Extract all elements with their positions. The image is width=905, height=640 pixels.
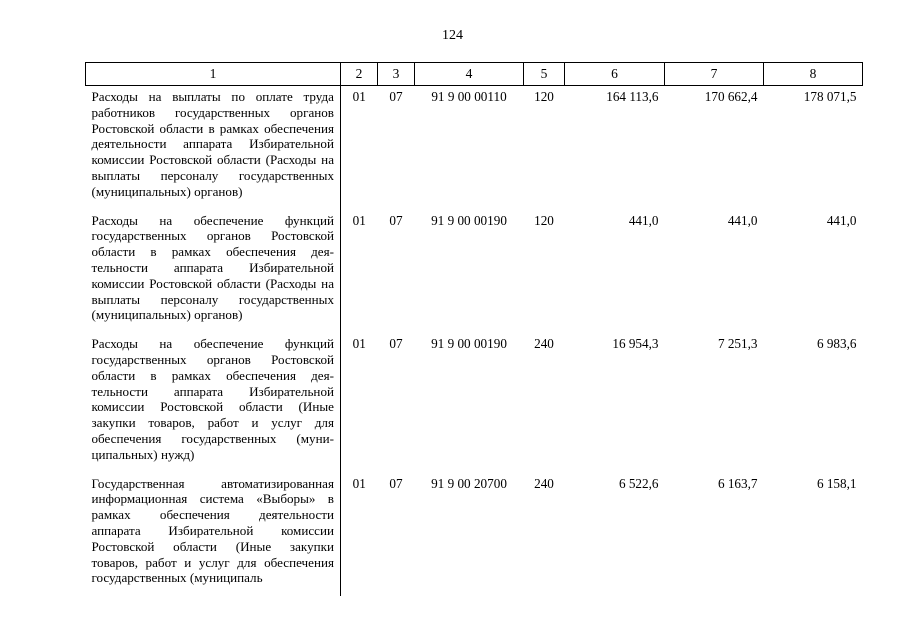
row-description: Расходы на выплаты по оплате труда работников государственных органов Ростовской области в рамках обеспечения деятельности аппарата Избирательной комиссии Ростовской области (Расходы на выплаты персоналу государственных (муниципальных) органов) xyxy=(86,86,341,210)
row-description: Расходы на обеспечение функций государственных органов Ростовской области в рамках обеспечения деятельности аппарата Избирательной комиссии Ростовской области (Расходы на выплаты персоналу государственных (муниципальных) органов) xyxy=(86,210,341,334)
table-row xyxy=(86,86,863,210)
table-row xyxy=(86,210,863,334)
column-header-8: 8 xyxy=(764,63,863,86)
target-article-code: 91 9 00 00190 xyxy=(431,212,507,228)
column-header-3: 3 xyxy=(378,63,415,86)
amount-col-7: 6 163,7 xyxy=(717,475,758,491)
amount-col-6: 6 522,6 xyxy=(618,475,659,491)
row-description: Государственная автоматизированная информационная система «Выборы» в рамках обеспечения деятельности аппарата Избирательной комиссии Ростовской области (Иные закупки товаров, работ и услуг для обеспечения государственных (муниципаль xyxy=(86,473,341,597)
column-header-4: 4 xyxy=(415,63,524,86)
amount-col-8: 441,0 xyxy=(826,212,857,228)
table-row xyxy=(86,333,863,472)
table-row xyxy=(86,473,863,597)
amount-col-7: 7 251,3 xyxy=(717,336,758,352)
section-code: 01 xyxy=(352,475,366,491)
subsection-code: 07 xyxy=(389,212,403,228)
amount-col-7: 441,0 xyxy=(727,212,758,228)
expense-type-code: 120 xyxy=(534,89,554,104)
table-header-row xyxy=(86,63,863,86)
expense-type-code: 240 xyxy=(534,475,554,491)
amount-col-8: 6 158,1 xyxy=(816,475,857,491)
column-header-6: 6 xyxy=(565,63,665,86)
section-code: 01 xyxy=(352,336,366,352)
page-number: 124 xyxy=(442,28,463,43)
section-code: 01 xyxy=(352,212,366,228)
column-header-7: 7 xyxy=(665,63,764,86)
target-article-code: 91 9 00 00190 xyxy=(431,336,507,352)
amount-col-8: 178 071,5 xyxy=(803,89,857,104)
target-article-code: 91 9 00 20700 xyxy=(431,475,507,491)
budget-table xyxy=(85,62,863,596)
amount-col-6: 441,0 xyxy=(628,212,659,228)
expense-type-code: 240 xyxy=(534,336,554,352)
amount-col-6: 16 954,3 xyxy=(612,336,659,352)
subsection-code: 07 xyxy=(389,475,403,491)
section-code: 01 xyxy=(352,89,366,104)
amount-col-6: 164 113,6 xyxy=(606,89,659,104)
amount-col-7: 170 662,4 xyxy=(704,89,758,104)
column-header-2: 2 xyxy=(341,63,378,86)
target-article-code: 91 9 00 00110 xyxy=(431,89,507,104)
subsection-code: 07 xyxy=(389,89,403,104)
column-header-1: 1 xyxy=(86,63,341,86)
column-header-5: 5 xyxy=(524,63,565,86)
subsection-code: 07 xyxy=(389,336,403,352)
amount-col-8: 6 983,6 xyxy=(816,336,857,352)
expense-type-code: 120 xyxy=(534,212,554,228)
row-description: Расходы на обеспечение функций государственных органов Ростовской области в рамках обеспечения деятельности аппарата Избирательной комиссии Ростовской области (Иные закупки товаров, работ и услуг для обеспечения государственных (муниципальных) нужд) xyxy=(86,333,341,472)
